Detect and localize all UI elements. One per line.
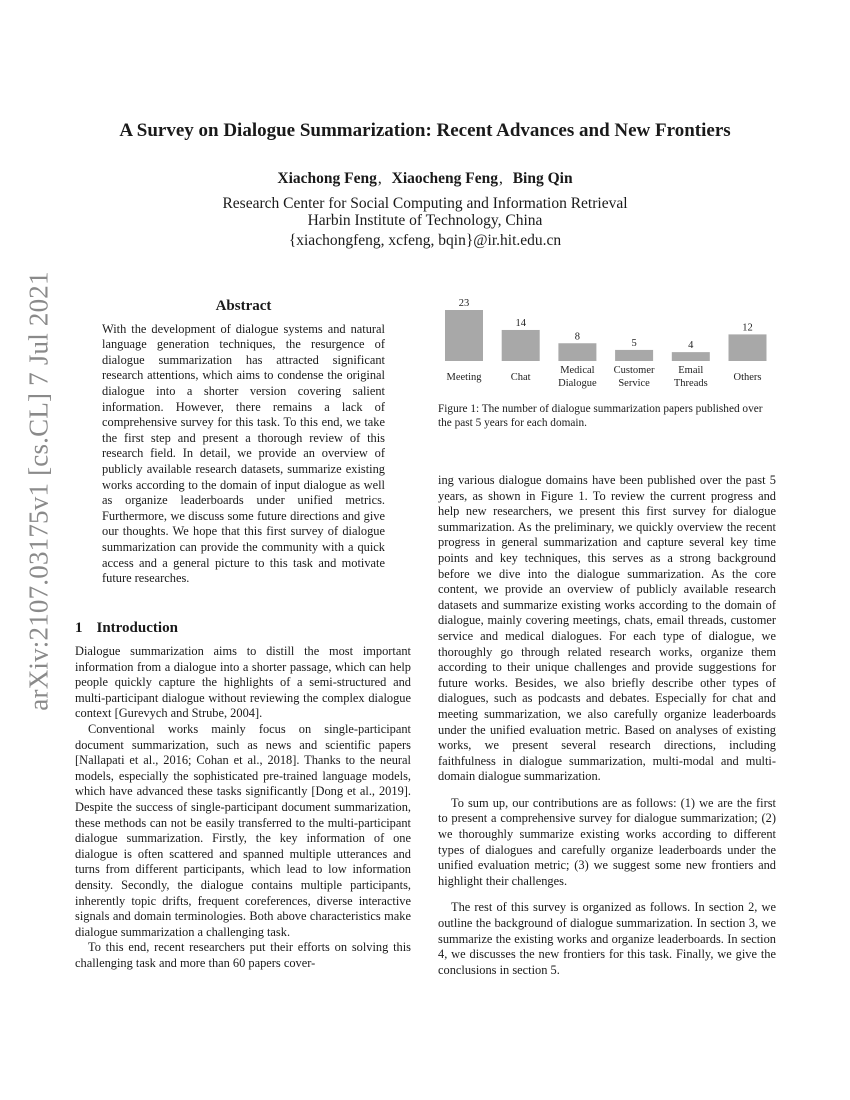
author-list: [0, 170, 850, 188]
chart-tick-label: Others: [733, 372, 762, 383]
chart-bar: [729, 334, 767, 361]
chart-data-label: 4: [688, 340, 694, 352]
bar-chart: [430, 293, 780, 393]
chart-data-label: 23: [458, 298, 470, 309]
chart-bar: [445, 310, 483, 361]
affiliation-line: Research Center for Social Computing and Information Retrieval: [222, 195, 628, 212]
chart-tick-label: Meeting: [446, 372, 482, 383]
chart-tick-label: Customer Service: [613, 365, 655, 389]
affiliation-line: Harbin Institute of Technology, China: [307, 212, 543, 229]
affiliation: [0, 195, 850, 229]
paper-title: A Survey on Dialogue Summarization: Recent Advances and New Frontiers: [119, 120, 731, 141]
author-email: {xiachongfeng, xcfeng, bqin}@ir.hit.edu.cn: [288, 232, 562, 249]
author-separator: ,: [498, 170, 503, 187]
paragraph: Dialogue summarization aims to distill the most important information from a dialogue into a shorter passage, which can help people quickly capture the highlights of a semi-structured and multi-participant dialogue without reviewing the complex dialogue context [Gurevych and Strube, 2004].: [75, 644, 411, 721]
section-number: 1: [75, 620, 83, 636]
chart-tick-label: Medical Dialogue: [558, 365, 597, 389]
abstract-heading: Abstract: [215, 298, 272, 314]
chart-bar: [558, 343, 596, 361]
chart-data-label: 8: [574, 331, 581, 343]
chart-bar: [502, 330, 540, 361]
author-name: Bing Qin: [512, 170, 573, 187]
paragraph: Conventional works mainly focus on single-participant document summarization, such as news and scientific papers [Nallapati et al., 2016; Cohan et al., 2018]. Thanks to the neural models, especially the sophisticated pre-trained language models, which have advanced these tasks significantly [Dong et al., 2019]. Despite the success of single-participant document summarization, these methods can not be easily transferred to the multi-participant dialogue summarization. Firstly, the key information of one dialogue is often scattered and spanned multiple utterances and turns from different participants, which lead to low information density. Secondly, the dialogue contains multiple participants, inherently topic drifts, frequent coreferences, diverse interactive signals and domain terminologies. Both above characteristics make dialogue summarization a challenging task.: [75, 721, 411, 939]
chart-tick-label: Email Threads: [673, 365, 708, 389]
chart-tick-label: Chat: [510, 372, 531, 383]
chart-data-label: 14: [515, 317, 526, 329]
abstract-text: With the development of dialogue systems and natural language generation techniques, the resurgence of dialogue summarization has attracted significant research attentions, which aims to condense the original dialogue into a shorter version covering salient information. However, there remains a lack of comprehensive survey for this task. To this end, we take the first step and present a thorough review of this research field. In detail, we provide an overview of publicly available research datasets, summarize existing works according to the domain of input dialogue as well as organize leaderboards under unified metrics. Furthermore, we discuss some future directions and give our thoughts. We hope that this first survey of dialogue summarization can provide the community with a quick access and a general picture to this task and motivate future researches.: [102, 321, 385, 586]
paragraph: The rest of this survey is organized as follows. In section 2, we outline the background of dialogue summarization. In section 3, we summarize the existing works and organize leaderboards. In section 4, we discusses the new frontiers for this task. Finally, we give the conclusions in section 5.: [438, 900, 776, 977]
chart-data-label: 12: [742, 322, 753, 334]
chart-data-label: 5: [631, 337, 637, 349]
arxiv-identifier: arXiv:2107.03175v1 [cs.CL] 7 Jul 2021: [23, 271, 54, 711]
right-column-body: [438, 473, 776, 978]
abstract: [102, 299, 385, 587]
left-column-body: [75, 644, 411, 971]
section-heading-introduction: [75, 620, 178, 637]
chart-bar: [615, 350, 653, 361]
figure-caption: Figure 1: The number of dialogue summarization papers published over the past 5 years for each domain.: [438, 403, 763, 429]
paragraph: To sum up, our contributions are as follows: (1) we are the first to present a comprehensive survey for dialogue summarization; (2) we thoroughly summarize existing works according to different types of dialogues and carefully organize leaderboards under the unified evaluation metric; (3) we suggest some new frontiers and highlight their challenges.: [438, 795, 776, 888]
figure-1-chart: [430, 293, 780, 393]
author-name: Xiaocheng Feng: [391, 170, 498, 187]
paragraph: To this end, recent researchers put their efforts on solving this challenging task and more than 60 papers cover-: [75, 940, 411, 970]
author-separator: ,: [377, 170, 382, 187]
paragraph: ing various dialogue domains have been published over the past 5 years, as shown in Figure 1. To review the current progress and help new researchers, we present this first survey for dialogue summarization. As the preliminary, we quickly overview the recent progress in general summarization and capture several key time points and key techniques, this serves as a strong background before we dive into the dialogue summarization. As the core content, we provide an overview of publicly available research datasets and summarize existing works according to the domain of dialogue, mainly covering meetings, chats, email threads, customer service and medical dialogues. For each type of dialogue, we thoroughly go through related research works, organize them according to their unique challenges and provide suggestions for future works. Besides, we also briefly describe other types of dialogues, such as podcasts and debates. Especially for chat and meeting summarization, we also carefully organize leaderboards under the unified evaluation metric. Based on analyses of existing works, we present several research directions, including faithfulness in dialogue summarization, multi-modal and multi-domain dialogue summarization.: [438, 473, 776, 784]
chart-bar: [672, 352, 710, 361]
author-name: Xiachong Feng: [277, 170, 377, 187]
section-title: Introduction: [96, 620, 178, 636]
